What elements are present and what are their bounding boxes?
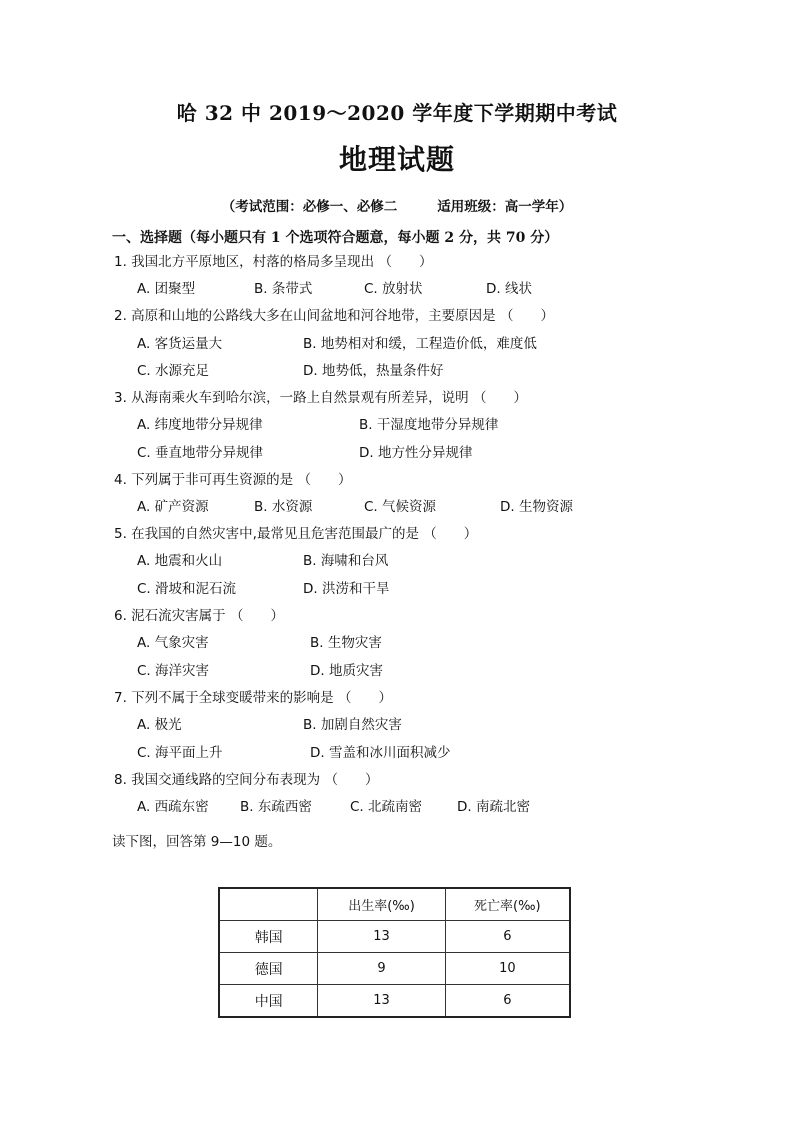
question-5-option-a: A. 地震和火山 [137,553,223,569]
question-4-option-c: C. 气候资源 [364,499,437,515]
exam-title: 哈 32 中 2019～2020 学年度下学期期中考试 [176,101,618,125]
question-1-option-a: A. 团聚型 [137,281,196,297]
table-cell-birth-rate: 13 [318,985,445,1018]
question-7-option-b: B. 加剧自然灾害 [303,717,402,733]
question-8-stem: 8. 我国交通线路的空间分布表现为 （ ） [114,772,379,788]
subject-title: 地理试题 [338,143,455,176]
applicable-class: 适用班级：高一学年） [437,199,573,215]
question-4-option-a: A. 矿产资源 [137,499,209,515]
table-header-cell: 出生率(‰) [318,888,445,921]
table-header-row [219,888,570,921]
question-3-option-c: C. 垂直地带分异规律 [137,445,264,461]
table-cell-death-rate: 6 [445,921,570,953]
question-4-option-b: B. 水资源 [254,499,313,515]
question-1-stem: 1. 我国北方平原地区，村落的格局多呈现出 （ ） [114,254,433,270]
scope-line [0,195,794,215]
question-8-option-d: D. 南疏北密 [457,799,530,815]
population-rate-table [218,887,571,1018]
table-cell-country: 韩国 [219,921,318,953]
question-4-option-d: D. 生物资源 [500,499,573,515]
question-3-stem: 3. 从海南乘火车到哈尔滨，一路上自然景观有所差异，说明 （ ） [114,390,527,406]
question-3-option-a: A. 纬度地带分异规律 [137,417,263,433]
question-4-stem: 4. 下列属于非可再生资源的是 （ ） [114,472,352,488]
question-2-option-d: D. 地势低，热量条件好 [303,363,444,379]
question-2-option-b: B. 地势相对和缓，工程造价低，难度低 [303,336,537,352]
question-1-option-c: C. 放射状 [364,281,423,297]
table-cell-birth-rate: 9 [318,953,445,985]
table-row [219,953,570,985]
question-3-option-d: D. 地方性分异规律 [359,445,473,461]
question-1-option-d: D. 线状 [486,281,532,297]
table-row [219,921,570,953]
question-3-option-b: B. 干湿度地带分异规律 [359,417,499,433]
question-6-option-b: B. 生物灾害 [310,635,382,651]
question-7-stem: 7. 下列不属于全球变暖带来的影响是 （ ） [114,690,392,706]
question-6-option-d: D. 地质灾害 [310,663,383,679]
question-5-option-d: D. 洪涝和干旱 [303,581,390,597]
table-header-cell: 死亡率(‰) [445,888,570,921]
table-cell-country: 德国 [219,953,318,985]
question-2-option-a: A. 客货运量大 [137,336,223,352]
table-row [219,985,570,1018]
table-header-cell [219,888,318,921]
question-6-option-a: A. 气象灾害 [137,635,209,651]
question-5-option-b: B. 海啸和台风 [303,553,389,569]
question-7-option-a: A. 极光 [137,717,182,733]
table-cell-birth-rate: 13 [318,921,445,953]
question-8-option-c: C. 北疏南密 [350,799,423,815]
table-cell-death-rate: 10 [445,953,570,985]
question-6-option-c: C. 海洋灾害 [137,663,210,679]
question-5-option-c: C. 滑坡和泥石流 [137,581,237,597]
question-2-stem: 2. 高原和山地的公路线大多在山间盆地和河谷地带，主要原因是 （ ） [114,308,554,324]
question-6-stem: 6. 泥石流灾害属于 （ ） [114,608,284,624]
table-cell-death-rate: 6 [445,985,570,1018]
exam-scope: （考试范围：必修一、必修二 [221,199,398,215]
table-cell-country: 中国 [219,985,318,1018]
question-8-option-a: A. 西疏东密 [137,799,209,815]
question-5-stem: 5. 在我国的自然灾害中,最常见且危害范围最广的是 （ ） [114,526,478,542]
question-7-option-c: C. 海平面上升 [137,745,223,761]
section-heading: 一、选择题（每小题只有 1 个选项符合题意，每小题 2 分，共 70 分） [112,230,559,246]
question-2-option-c: C. 水源充足 [137,363,210,379]
question-1-option-b: B. 条带式 [254,281,313,297]
question-7-option-d: D. 雪盖和冰川面积减少 [310,745,451,761]
reading-prompt: 读下图，回答第 9—10 题。 [112,834,282,850]
question-8-option-b: B. 东疏西密 [240,799,312,815]
